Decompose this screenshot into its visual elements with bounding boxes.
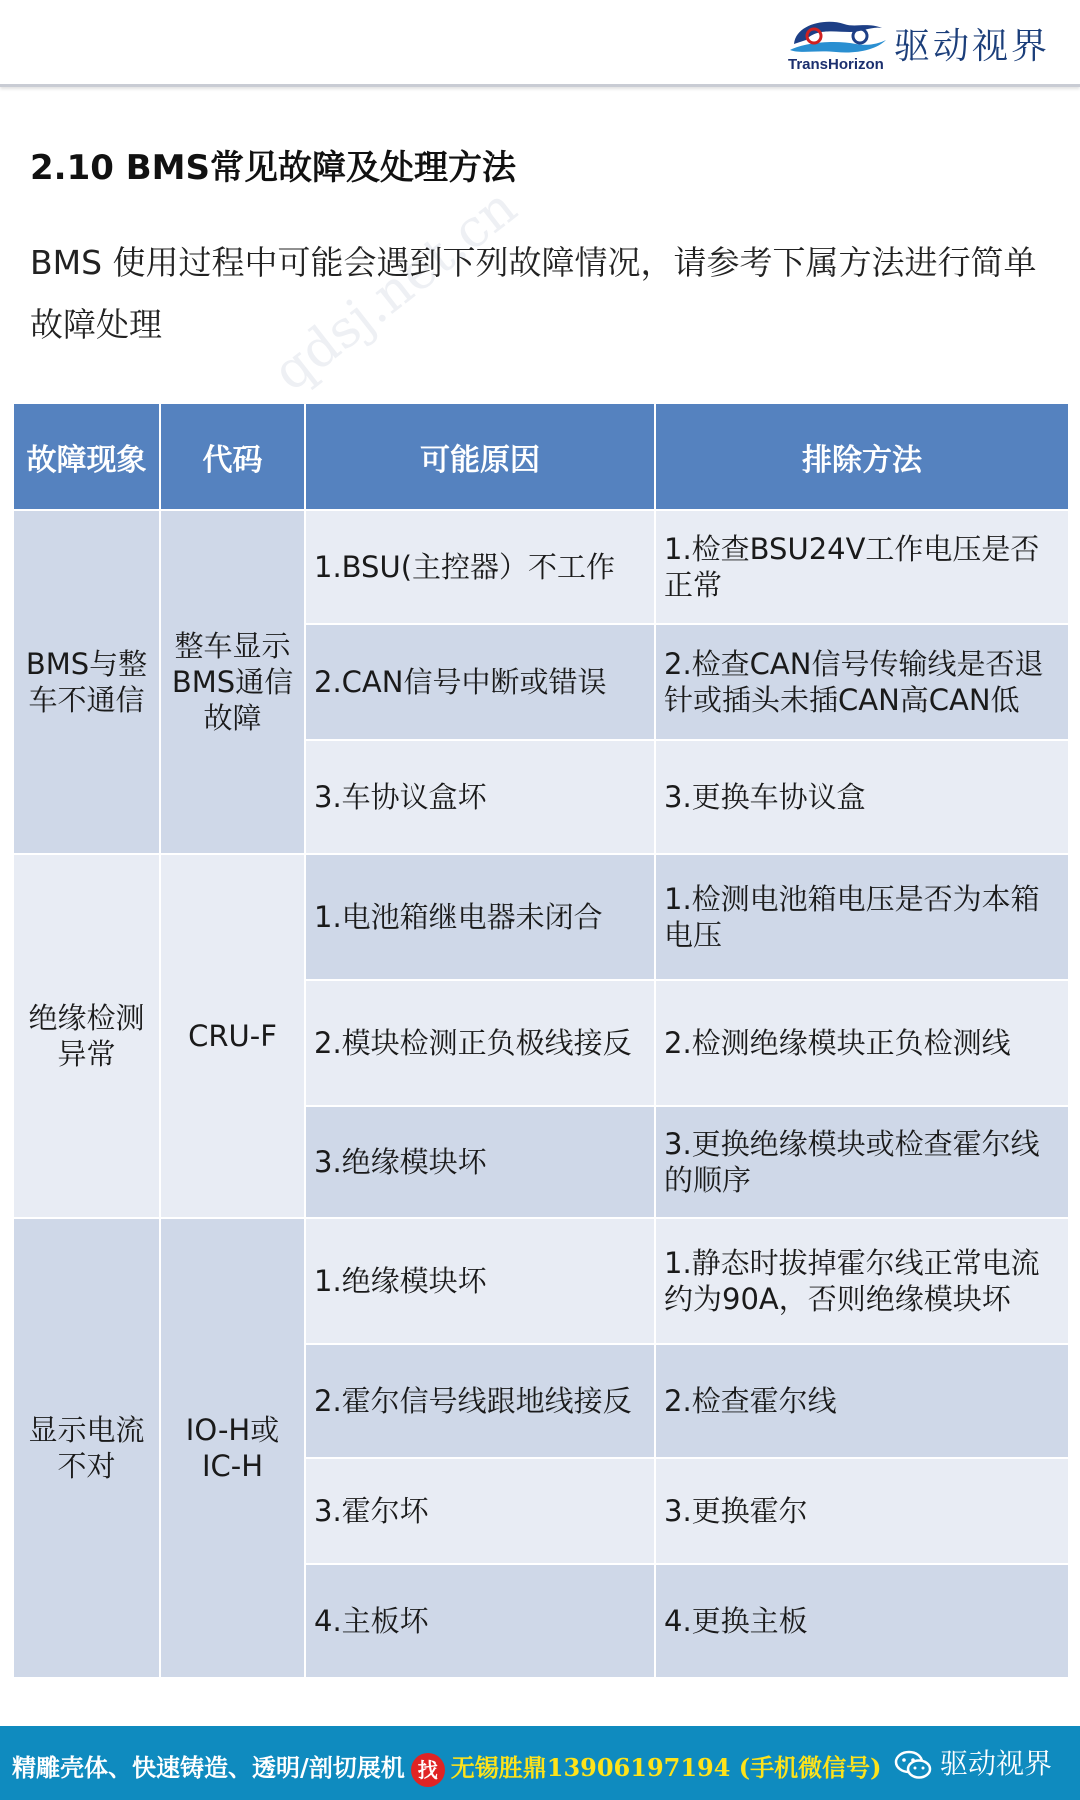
wechat-icon: [894, 1749, 932, 1781]
fix-cell: 1.检查BSU24V工作电压是否正常: [655, 510, 1069, 624]
symptom-cell: 显示电流不对: [13, 1218, 160, 1678]
code-cell: CRU-F: [160, 854, 305, 1218]
cause-cell: 1.电池箱继电器未闭合: [305, 854, 655, 980]
cause-cell: 2.霍尔信号线跟地线接反: [305, 1344, 655, 1458]
code-cell: 整车显示BMS通信故障: [160, 510, 305, 854]
fix-cell: 3.更换车协议盒: [655, 740, 1069, 854]
footer-ad-bar: [0, 1726, 1080, 1800]
cause-cell: 3.绝缘模块坏: [305, 1106, 655, 1218]
cause-cell: 2.模块检测正负极线接反: [305, 980, 655, 1106]
code-cell: IO-H或IC-H: [160, 1218, 305, 1678]
section-intro: BMS 使用过程中可能会遇到下列故障情况，请参考下属方法进行简单故障处理: [30, 243, 1037, 344]
fix-cell: 3.更换绝缘模块或检查霍尔线的顺序: [655, 1106, 1069, 1218]
section-title: 2.10 BMS常见故障及处理方法: [30, 148, 516, 188]
ad-find-badge: 找: [411, 1753, 445, 1787]
brand-sub-name: TransHorizon: [788, 56, 884, 73]
watermark: qdsj.net.cn: [262, 177, 528, 403]
fix-cell: 1.静态时拔掉霍尔线正常电流约为90A，否则绝缘模块坏: [655, 1218, 1069, 1344]
header-code: 代码: [160, 403, 305, 510]
top-bar: [0, 0, 1080, 87]
wechat-account: [894, 1742, 1052, 1782]
symptom-cell: BMS与整车不通信: [13, 510, 160, 854]
fix-cell: 2.检查CAN信号传输线是否退针或插头未插CAN高CAN低: [655, 624, 1069, 740]
brand-name: 驱动视界: [894, 26, 1051, 67]
table-row: [13, 1218, 1069, 1344]
ad-contact: 无锡胜鼎13906197194 (手机微信号): [450, 1753, 882, 1782]
cause-cell: 1.BSU(主控器）不工作: [305, 510, 655, 624]
header-cause: 可能原因: [305, 403, 655, 510]
header-fix: 排除方法: [655, 403, 1069, 510]
fix-cell: 3.更换霍尔: [655, 1458, 1069, 1564]
fix-cell: 1.检测电池箱电压是否为本箱电压: [655, 854, 1069, 980]
fault-table: [12, 402, 1070, 1679]
footer-ad: [12, 1748, 882, 1787]
table-row: [13, 510, 1069, 624]
car-swirl-logo-icon: [786, 14, 890, 58]
wechat-name: 驱动视界: [939, 1747, 1052, 1780]
brand-logo: [786, 10, 1056, 74]
cause-cell: 3.霍尔坏: [305, 1458, 655, 1564]
fix-cell: 4.更换主板: [655, 1564, 1069, 1678]
cause-cell: 3.车协议盒坏: [305, 740, 655, 854]
ad-text: 精雕壳体、快速铸造、透明/剖切展机: [12, 1753, 405, 1782]
header-symptom: 故障现象: [13, 403, 160, 510]
cause-cell: 1.绝缘模块坏: [305, 1218, 655, 1344]
table-row: [13, 854, 1069, 980]
symptom-cell: 绝缘检测异常: [13, 854, 160, 1218]
table-header-row: [13, 403, 1069, 510]
cause-cell: 4.主板坏: [305, 1564, 655, 1678]
fix-cell: 2.检测绝缘模块正负检测线: [655, 980, 1069, 1106]
cause-cell: 2.CAN信号中断或错误: [305, 624, 655, 740]
fix-cell: 2.检查霍尔线: [655, 1344, 1069, 1458]
